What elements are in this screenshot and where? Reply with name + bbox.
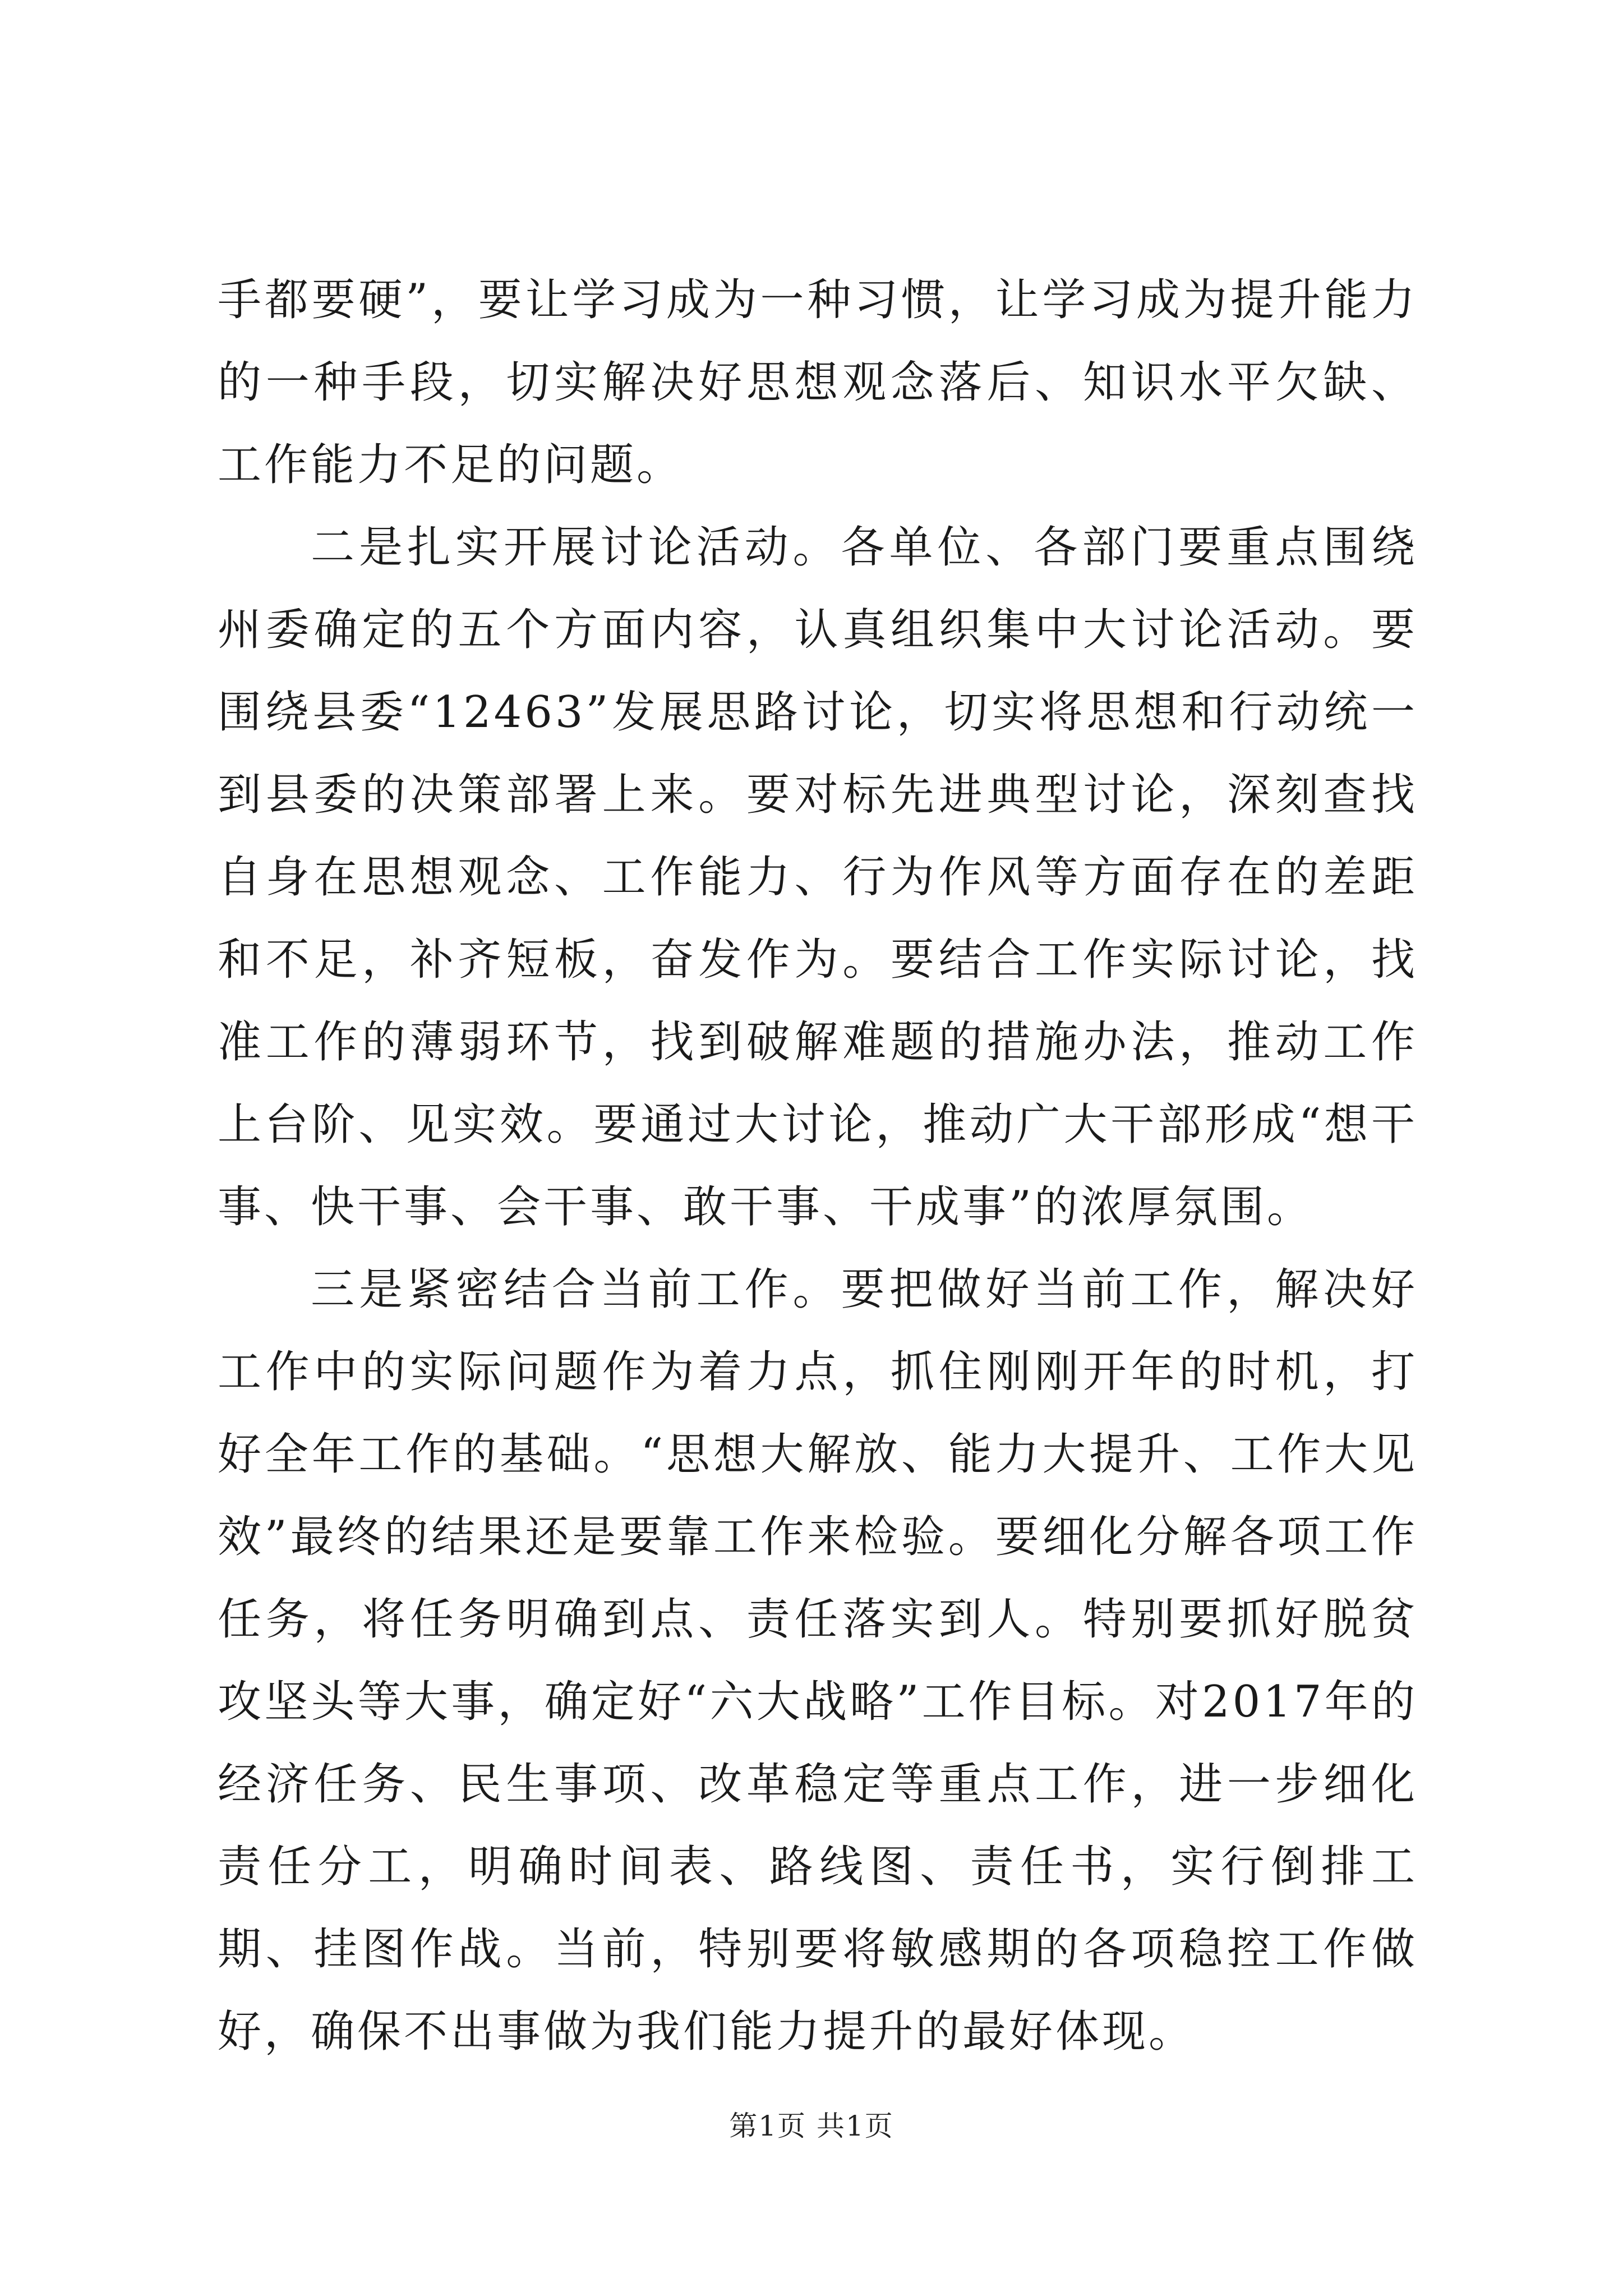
paragraph-continuation: 手都要硬”，要让学习成为一种习惯，让学习成为提升能力的一种手段，切实解决好思想观念落后、知识水平欠缺、工作能力不足的问题。	[218, 275, 1418, 490]
document-body	[218, 259, 1418, 2073]
paragraph-current-work: 三是紧密结合当前工作。要把做好当前工作，解决好工作中的实际问题作为着力点，抓住刚刚开年的时机，打好全年工作的基础。“思想大解放、能力大提升、工作大见效”最终的结果还是要靠工作来检验。要细化分解各项工作任务，将任务明确到点、责任落实到人。特别要抓好脱贫攻坚头等大事，确定好“六大战略”工作目标。对2017年的经济任务、民生事项、改革稳定等重点工作，进一步细化责任分工，明确时间表、路线图、责任书，实行倒排工期、挂图作战。当前，特别要将敏感期的各项稳控工作做好，确保不出事做为我们能力提升的最好体现。	[218, 1264, 1418, 2057]
page-number-footer: 第1页 共1页	[729, 2110, 894, 2142]
paragraph-discussion-activities: 二是扎实开展讨论活动。各单位、各部门要重点围绕州委确定的五个方面内容，认真组织集中大讨论活动。要围绕县委“12463”发展思路讨论，切实将思想和行动统一到县委的决策部署上来。要对标先进典型讨论，深刻查找自身在思想观念、工作能力、行为作风等方面存在的差距和不足，补齐短板，奋发作为。要结合工作实际讨论，找准工作的薄弱环节，找到破解难题的措施办法，推动工作上台阶、见实效。要通过大讨论，推动广大干部形成“想干事、快干事、会干事、敢干事、干成事”的浓厚氛围。	[218, 522, 1418, 1232]
